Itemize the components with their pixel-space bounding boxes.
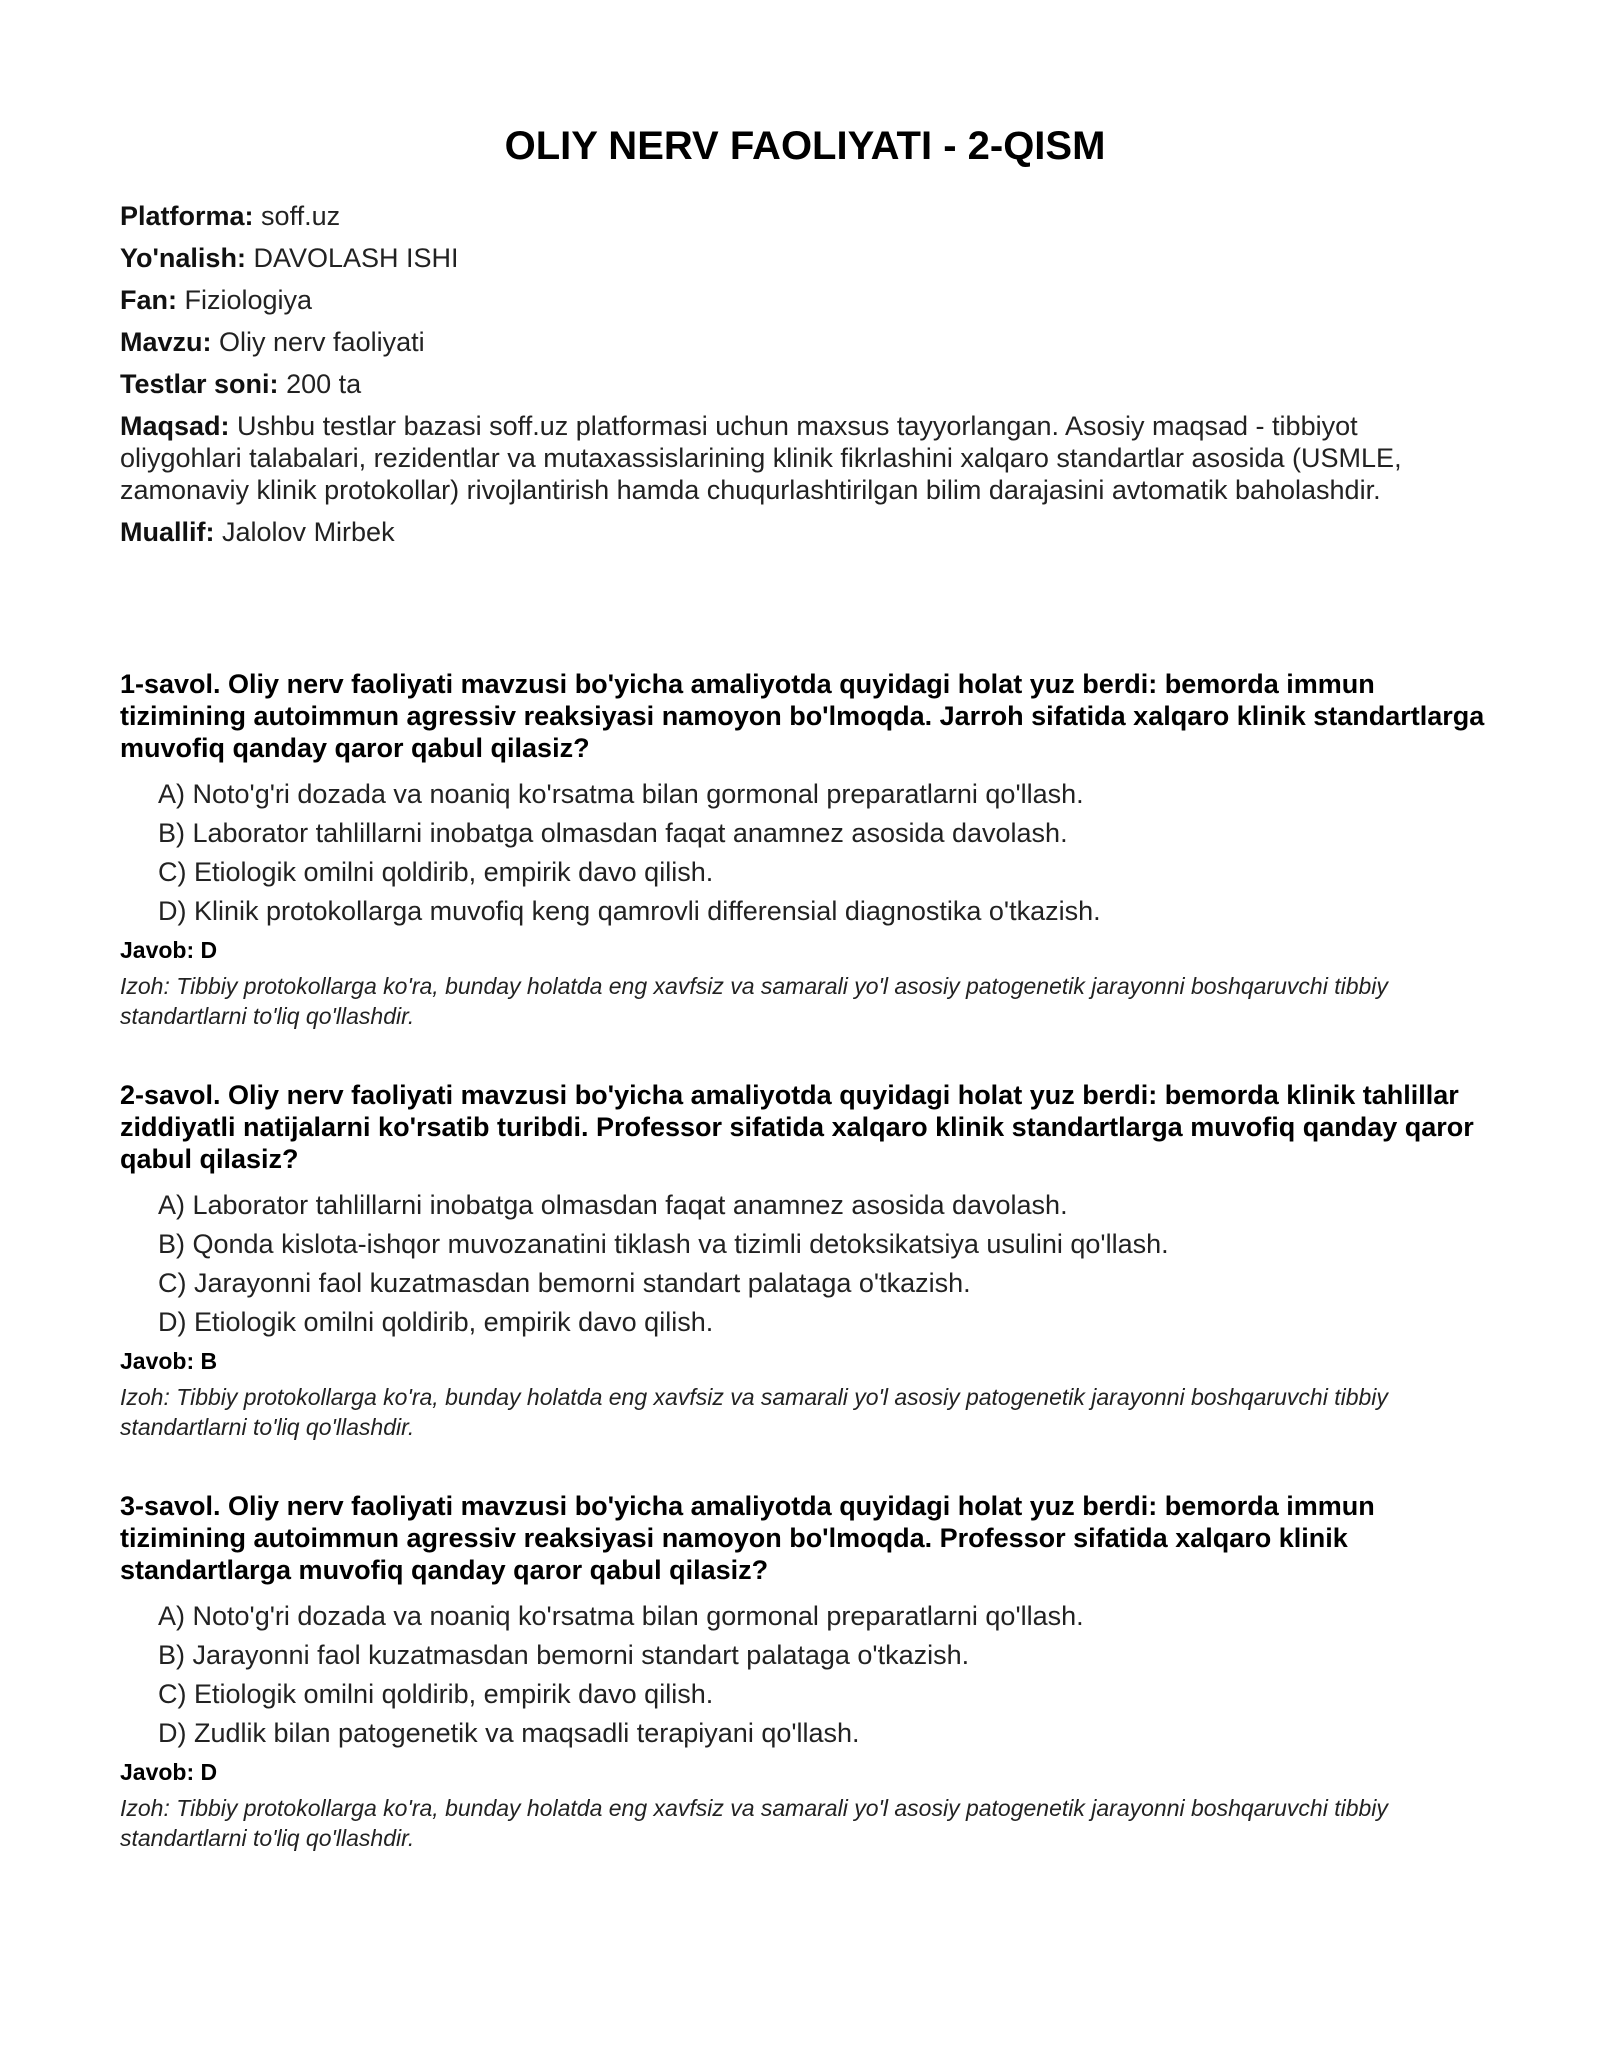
meta-label: Platforma: [120,201,254,231]
option-list [120,778,1490,927]
meta-value: Oliy nerv faoliyati [219,327,425,357]
meta-yonalish [120,242,1450,274]
explanation: Izoh: Tibbiy protokollarga ko'ra, bunday holatda eng xavfsiz va samarali yo'l asosiy patogenetik jarayonni boshqaruvchi tibbiy standartlarni to'liq qo'llashdir. [120,1795,1388,1851]
meta-value: Ushbu testlar bazasi soff.uz platformasi uchun maxsus tayyorlangan. Asosiy maqsad - tibbiyot oliygohlari talabalari, rezidentlar va mutaxassislarining klinik fikrlashini xalqaro standartlar asosida (USMLE, zamonaviy klinik protokollar) rivojlantirish hamda chuqurlashtirilgan bilim darajasini avtomatik baholashdir. [120,411,1402,505]
meta-mavzu [120,326,1450,358]
question-2 [120,1079,1490,1442]
option-a: A) Noto'g'ri dozada va noaniq ko'rsatma bilan gormonal preparatlarni qo'llash. [158,1601,1084,1631]
meta-value: 200 ta [286,369,362,399]
option-b: B) Laborator tahlillarni inobatga olmasdan faqat anamnez asosida davolash. [158,818,1068,848]
option-c: C) Etiologik omilni qoldirib, empirik davo qilish. [158,1679,714,1709]
document-metadata [120,200,1450,558]
option-c: C) Etiologik omilni qoldirib, empirik davo qilish. [158,857,714,887]
meta-testlar-soni [120,368,1450,400]
option-d: D) Zudlik bilan patogenetik va maqsadli terapiyani qo'llash. [158,1718,860,1748]
question-3 [120,1490,1490,1853]
question-text: 1-savol. Oliy nerv faoliyati mavzusi bo'yicha amaliyotda quyidagi holat yuz berdi: bemorda immun tizimining autoimmun agressiv reaksiyasi namoyon bo'lmoqda. Jarroh sifatida xalqaro klinik standartlarga muvofiq qanday qaror qabul qilasiz? [120,669,1485,763]
meta-fan [120,284,1450,316]
option-a: A) Noto'g'ri dozada va noaniq ko'rsatma bilan gormonal preparatlarni qo'llash. [158,779,1084,809]
question-list [120,668,1490,1901]
option-b: B) Jarayonni faol kuzatmasdan bemorni standart palataga o'tkazish. [158,1640,970,1670]
option-list [120,1189,1490,1338]
answer: Javob: D [120,1759,218,1785]
meta-label: Testlar soni: [120,369,279,399]
answer: Javob: B [120,1348,218,1374]
meta-maqsad [120,410,1450,506]
meta-value: Jalolov Mirbek [222,517,395,547]
meta-label: Maqsad: [120,411,230,441]
meta-muallif [120,516,1450,548]
explanation: Izoh: Tibbiy protokollarga ko'ra, bunday holatda eng xavfsiz va samarali yo'l asosiy patogenetik jarayonni boshqaruvchi tibbiy standartlarni to'liq qo'llashdir. [120,1384,1388,1440]
answer: Javob: D [120,937,218,963]
meta-value: Fiziologiya [184,285,313,315]
meta-label: Mavzu: [120,327,212,357]
page-title: OLIY NERV FAOLIYATI - 2-QISM [504,124,1106,168]
meta-label: Yo'nalish: [120,243,246,273]
question-1 [120,668,1490,1031]
meta-value: soff.uz [261,201,341,231]
meta-label: Muallif: [120,517,215,547]
question-text: 3-savol. Oliy nerv faoliyati mavzusi bo'yicha amaliyotda quyidagi holat yuz berdi: bemorda immun tizimining autoimmun agressiv reaksiyasi namoyon bo'lmoqda. Professor sifatida xalqaro klinik standartlarga muvofiq qanday qaror qabul qilasiz? [120,1491,1375,1585]
meta-value: DAVOLASH ISHI [253,243,459,273]
option-d: D) Klinik protokollarga muvofiq keng qamrovli differensial diagnostika o'tkazish. [158,896,1101,926]
explanation: Izoh: Tibbiy protokollarga ko'ra, bunday holatda eng xavfsiz va samarali yo'l asosiy patogenetik jarayonni boshqaruvchi tibbiy standartlarni to'liq qo'llashdir. [120,973,1388,1029]
meta-label: Fan: [120,285,177,315]
option-list [120,1600,1490,1749]
question-text: 2-savol. Oliy nerv faoliyati mavzusi bo'yicha amaliyotda quyidagi holat yuz berdi: bemorda klinik tahlillar ziddiyatli natijalarni ko'rsatib turibdi. Professor sifatida xalqaro klinik standartlarga muvofiq qanday qaror qabul qilasiz? [120,1080,1474,1174]
option-d: D) Etiologik omilni qoldirib, empirik davo qilish. [158,1307,714,1337]
option-b: B) Qonda kislota-ishqor muvozanatini tiklash va tizimli detoksikatsiya usulini qo'llash. [158,1229,1169,1259]
option-c: C) Jarayonni faol kuzatmasdan bemorni standart palataga o'tkazish. [158,1268,971,1298]
option-a: A) Laborator tahlillarni inobatga olmasdan faqat anamnez asosida davolash. [158,1190,1068,1220]
meta-platforma [120,200,1450,232]
